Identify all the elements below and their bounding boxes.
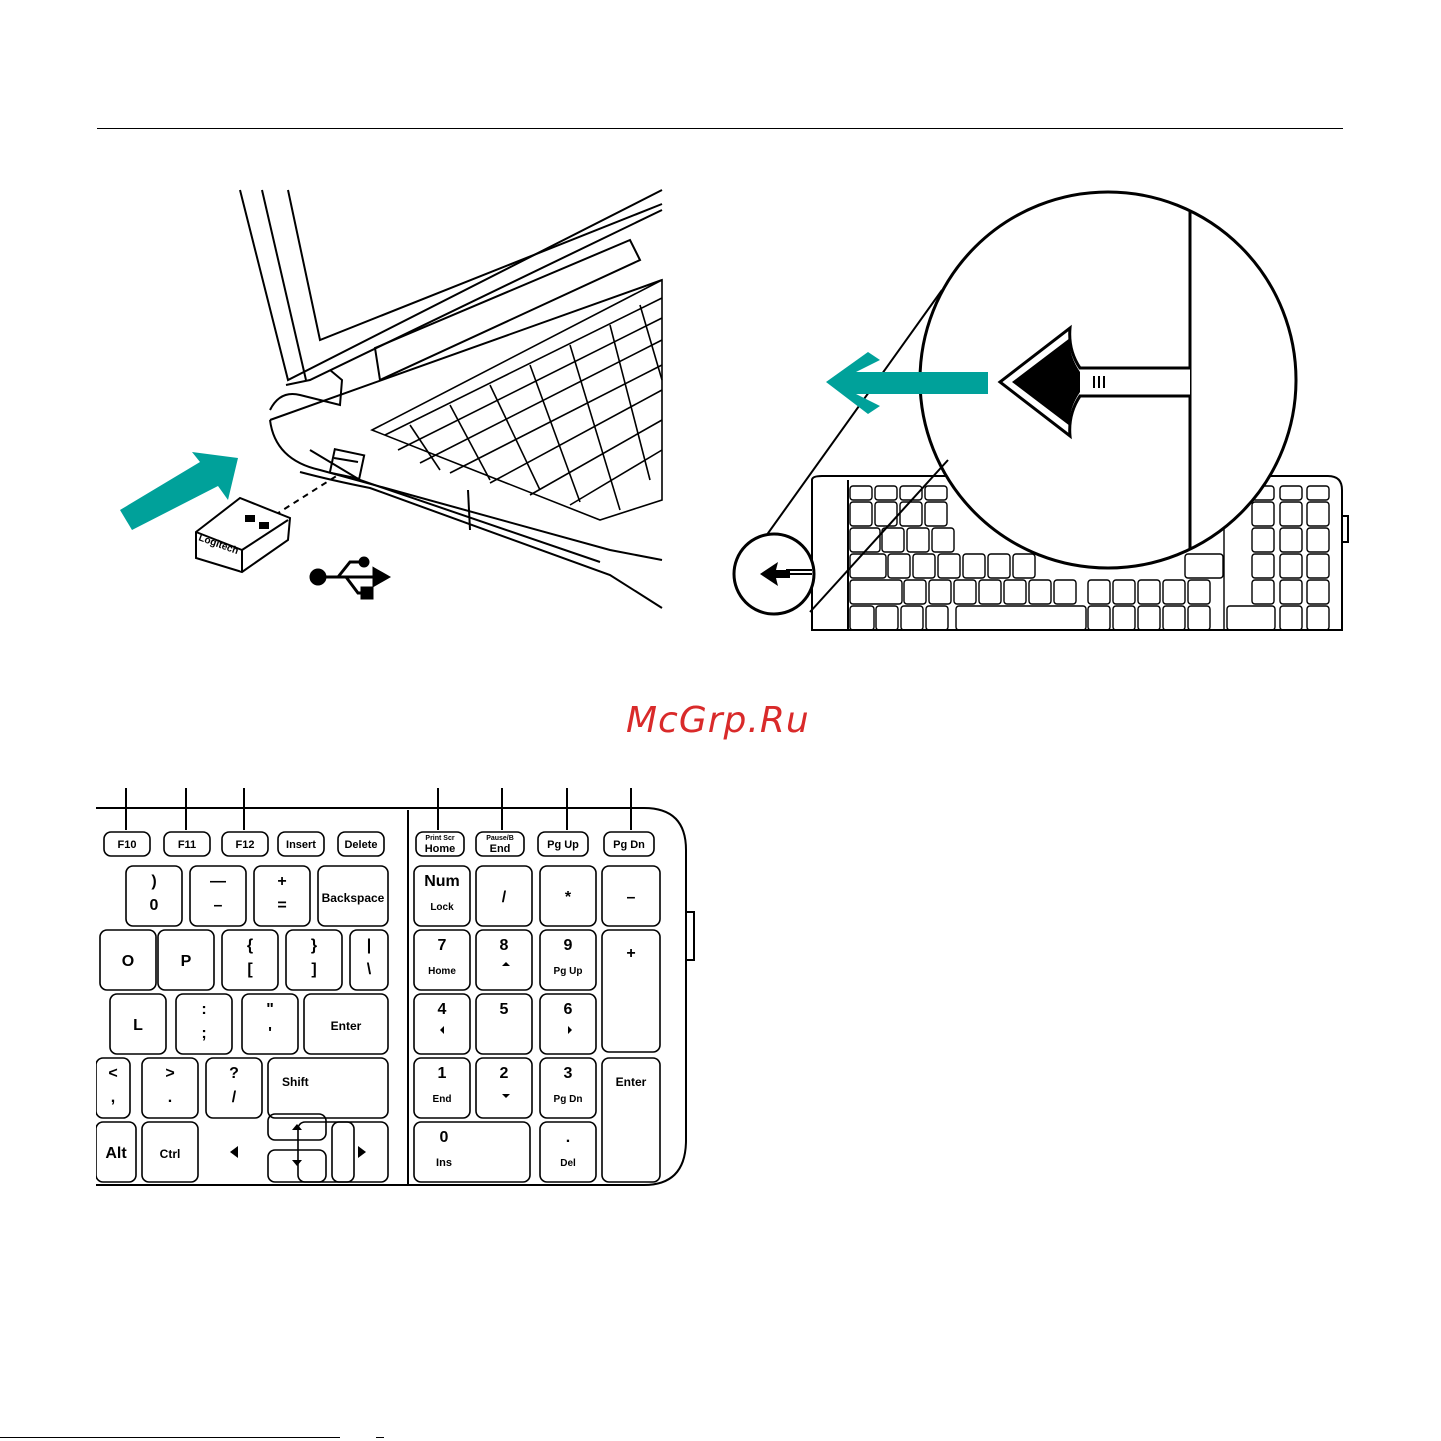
key-label-question: ?: [229, 1065, 239, 1082]
key-label-gt: >: [165, 1065, 175, 1082]
key-label-colon: :: [201, 1001, 207, 1018]
key-label-pgup-top: Pg Up: [547, 839, 579, 851]
key-label-np9: Pg Up: [553, 966, 583, 977]
key-label-quote: ": [266, 1001, 274, 1018]
key-label-paren: ): [151, 873, 157, 890]
watermark: McGrp.Ru: [626, 700, 810, 741]
key-label-np5: 5: [499, 1001, 509, 1018]
key-label-colon: ;: [201, 1025, 207, 1042]
key-label-paren: 0: [149, 897, 159, 914]
key-label-delete: Delete: [344, 839, 378, 851]
np2-down-icon: [502, 1094, 510, 1098]
key-label-brace-r: }: [310, 937, 318, 954]
footer-rule: [0, 1437, 340, 1438]
key-label-equals: +: [277, 873, 287, 890]
key-label-np3: Pg Dn: [553, 1094, 583, 1105]
key-label-pgdn-top: Pg Dn: [613, 839, 645, 851]
key-label-np9: 9: [563, 937, 573, 954]
key-label-home: Print Scr: [425, 835, 455, 842]
key-np0: [414, 1122, 530, 1182]
key-label-np4: 4: [437, 1001, 447, 1018]
key-label-minus: —: [210, 873, 226, 890]
key-label-np1: End: [432, 1094, 452, 1105]
usb-icon: [311, 558, 388, 598]
key-label-equals: =: [277, 897, 287, 914]
key-label-brace-r: ]: [311, 961, 317, 978]
key-label-ctrl: Ctrl: [159, 1147, 181, 1161]
key-label-np3: 3: [563, 1065, 573, 1082]
arrow-left-icon: [230, 1146, 238, 1158]
np4-left-icon: [440, 1026, 444, 1034]
receiver-brand: Logitech: [196, 532, 240, 558]
np8-up-icon: [502, 962, 510, 966]
key-label-l: L: [133, 1017, 143, 1034]
key-label-np8: 8: [499, 937, 509, 954]
key-label-insert: Insert: [286, 839, 316, 851]
arrow-down-icon: [292, 1160, 302, 1166]
key-label-alt: Alt: [105, 1145, 127, 1162]
key-label-np-plus: +: [626, 945, 636, 962]
key-label-lt: ,: [110, 1089, 116, 1106]
key-label-shift: Shift: [282, 1075, 309, 1089]
key-label-np-dot: .: [565, 1129, 571, 1146]
laptop-illustration: [110, 180, 670, 620]
np6-right-icon: [568, 1026, 572, 1034]
key-label-pipe: |: [366, 937, 372, 954]
key-label-np-slash: /: [501, 889, 507, 906]
key-label-np2: 2: [499, 1065, 509, 1082]
key-label-end: Pause/B: [486, 835, 514, 842]
key-label-numlock: Lock: [430, 902, 454, 913]
key-label-f10: F10: [117, 839, 137, 851]
header-rule: [97, 128, 1343, 129]
key-label-np6: 6: [563, 1001, 573, 1018]
key-label-np0: 0: [439, 1129, 449, 1146]
key-label-o: O: [121, 953, 135, 970]
key-label-np7: Home: [428, 966, 456, 977]
key-label-np0: Ins: [436, 1157, 452, 1169]
key-label-brace-l: {: [246, 937, 254, 954]
key-label-lt: <: [108, 1065, 118, 1082]
keyboard-zoom-illustration: [730, 190, 1350, 640]
key-label-np1: 1: [437, 1065, 447, 1082]
key-label-np-dot: Del: [560, 1158, 576, 1169]
footer-dash: [376, 1437, 384, 1438]
key-label-enter: Enter: [330, 1019, 362, 1033]
key-label-np-enter: Enter: [615, 1075, 647, 1089]
key-label-minus: –: [213, 897, 223, 914]
key-label-backspace: Backspace: [321, 891, 385, 905]
key-label-gt: .: [167, 1089, 173, 1106]
key-label-f12: F12: [235, 839, 255, 851]
arrow-right-icon: [358, 1146, 366, 1158]
key-label-end: End: [489, 843, 511, 855]
key-label-home: Home: [424, 843, 456, 855]
key-label-quote: ': [268, 1025, 272, 1042]
arrow-up-icon: [292, 1124, 302, 1130]
key-label-pipe: \: [366, 961, 372, 978]
key-label-np-minus: –: [626, 889, 636, 906]
key-label-np-star: *: [564, 889, 572, 906]
key-label-np7: 7: [437, 937, 447, 954]
key-label-brace-l: [: [247, 961, 253, 978]
key-label-question: /: [231, 1089, 237, 1106]
key-label-f11: F11: [177, 839, 197, 851]
key-label-numlock: Num: [424, 873, 460, 890]
key-label-p: P: [180, 953, 192, 970]
keyboard-detail-illustration: [96, 780, 696, 1190]
